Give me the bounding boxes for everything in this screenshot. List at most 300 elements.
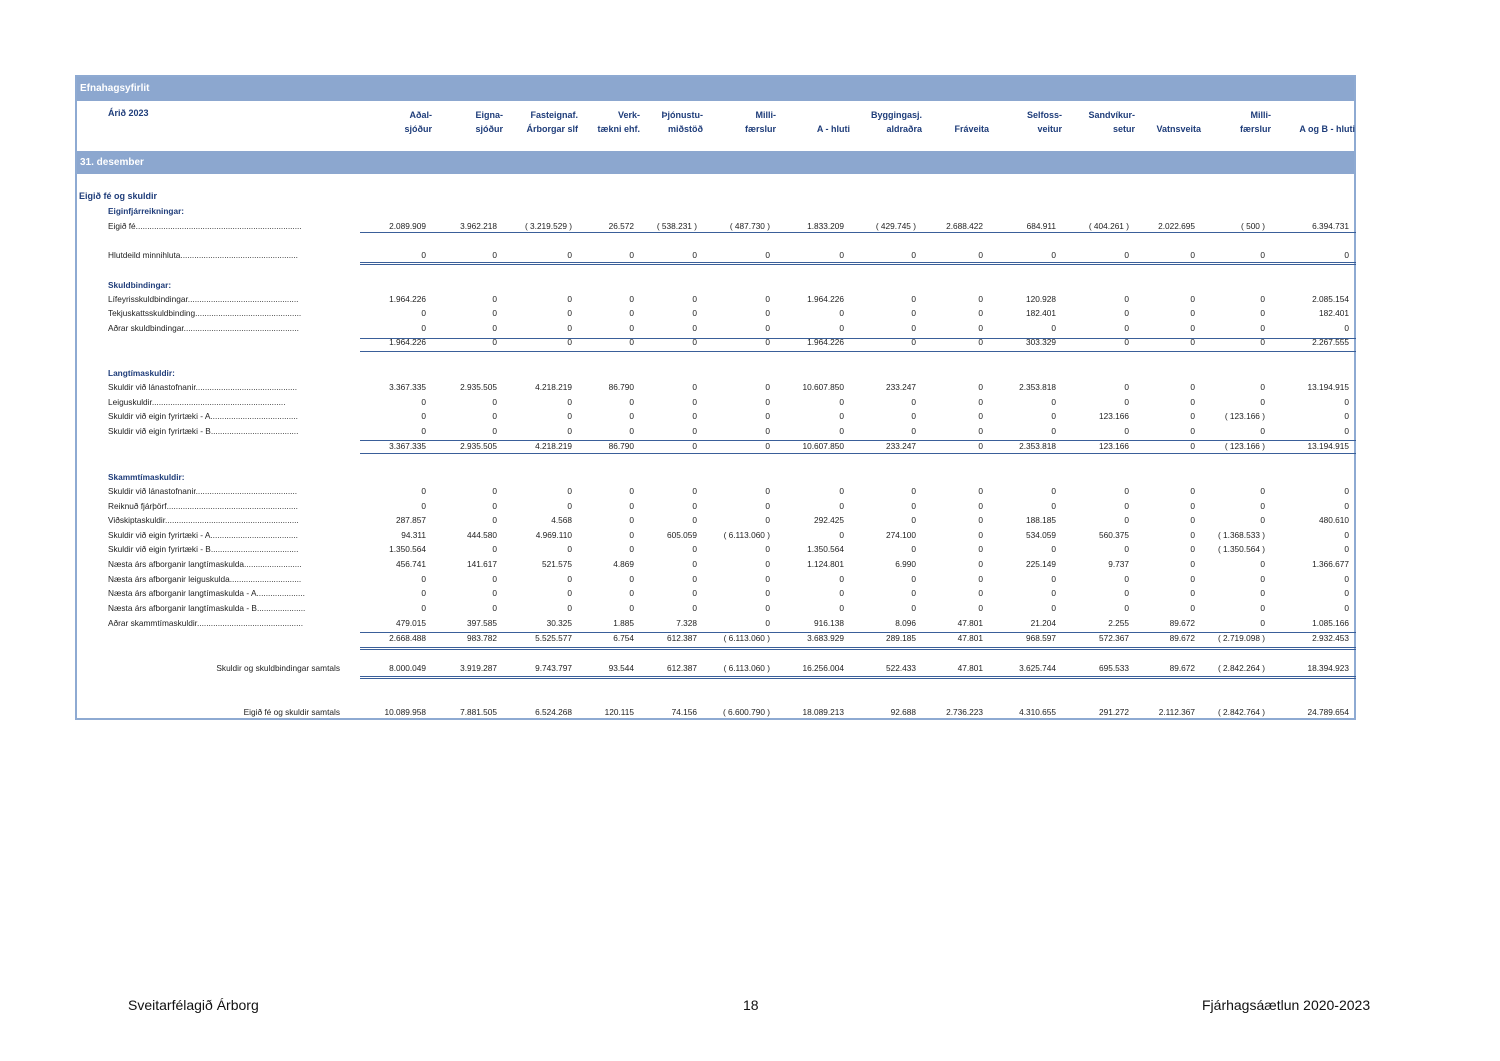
total-cell: 120.115 bbox=[604, 707, 634, 717]
value-cell: 4.869 bbox=[613, 559, 634, 569]
value-cell: 479.015 bbox=[396, 618, 426, 628]
value-cell: 0 bbox=[1344, 603, 1349, 613]
value-cell: 0 bbox=[1260, 559, 1265, 569]
value-cell: 0 bbox=[1190, 574, 1195, 584]
subtotal-cell: 0 bbox=[1124, 337, 1129, 347]
total-cell: 6.524.268 bbox=[535, 707, 572, 717]
subtotal-cell: 0 bbox=[978, 337, 983, 347]
value-cell: 0 bbox=[1344, 530, 1349, 540]
value-cell: 0 bbox=[629, 501, 634, 511]
value-cell: 0 bbox=[911, 250, 916, 260]
value-cell: 0 bbox=[421, 574, 426, 584]
rule-line bbox=[360, 351, 1356, 352]
value-cell: 1.964.226 bbox=[807, 294, 844, 304]
value-cell: 0 bbox=[1190, 308, 1195, 318]
value-cell: 10.607.850 bbox=[802, 382, 844, 392]
value-cell: 0 bbox=[1260, 294, 1265, 304]
column-header: Byggingasj. aldraðra bbox=[870, 110, 922, 134]
value-cell: 0 bbox=[1344, 486, 1349, 496]
value-cell: 0 bbox=[839, 250, 844, 260]
column-header: Eigna- sjóður bbox=[475, 110, 503, 134]
value-cell: 0 bbox=[839, 426, 844, 436]
value-cell: 0 bbox=[692, 308, 697, 318]
value-cell: 0 bbox=[1190, 588, 1195, 598]
total-cell: ( 2.842.764 ) bbox=[1217, 707, 1265, 717]
value-cell: 0 bbox=[629, 530, 634, 540]
value-cell: 0 bbox=[1051, 323, 1056, 333]
subtotal-cell: 0 bbox=[629, 337, 634, 347]
value-cell: 120.928 bbox=[1026, 294, 1056, 304]
total-cell: 612.387 bbox=[667, 663, 697, 673]
value-cell: 3.962.218 bbox=[460, 221, 497, 231]
value-cell: 0 bbox=[765, 574, 770, 584]
value-cell: 0 bbox=[978, 574, 983, 584]
value-cell: 0 bbox=[629, 426, 634, 436]
value-cell: 0 bbox=[765, 308, 770, 318]
row-label: Næsta árs afborganir langtímaskulda - A..................... bbox=[108, 588, 305, 598]
value-cell: 0 bbox=[629, 250, 634, 260]
value-cell: 4.568 bbox=[551, 515, 572, 525]
value-cell: 0 bbox=[978, 411, 983, 421]
total-cell: 24.789.654 bbox=[1307, 707, 1349, 717]
value-cell: 0 bbox=[1124, 486, 1129, 496]
value-cell: 0 bbox=[765, 382, 770, 392]
value-cell: 0 bbox=[911, 308, 916, 318]
value-cell: 0 bbox=[765, 618, 770, 628]
value-cell: 0 bbox=[567, 411, 572, 421]
section-heading: Eiginfjárreikningar: bbox=[108, 206, 185, 216]
value-cell: 0 bbox=[692, 515, 697, 525]
value-cell: 916.138 bbox=[814, 618, 844, 628]
value-cell: 2.935.505 bbox=[460, 382, 497, 392]
value-cell: 0 bbox=[692, 382, 697, 392]
subtotal-cell: 2.668.488 bbox=[389, 633, 426, 643]
value-cell: 6.990 bbox=[895, 559, 916, 569]
subtotal-cell: ( 123.166 ) bbox=[1224, 441, 1265, 451]
value-cell: 0 bbox=[978, 426, 983, 436]
subtotal-cell: 0 bbox=[765, 441, 770, 451]
subtotal-cell: 13.194.915 bbox=[1307, 441, 1349, 451]
value-cell: 0 bbox=[1190, 603, 1195, 613]
value-cell: 6.394.731 bbox=[1312, 221, 1349, 231]
value-cell: 0 bbox=[765, 294, 770, 304]
subtotal-cell: 0 bbox=[492, 337, 497, 347]
value-cell: 0 bbox=[911, 426, 916, 436]
value-cell: 7.328 bbox=[676, 618, 697, 628]
value-cell: 0 bbox=[1190, 397, 1195, 407]
subtotal-cell: 612.387 bbox=[667, 633, 697, 643]
value-cell: 0 bbox=[629, 294, 634, 304]
value-cell: 0 bbox=[1051, 411, 1056, 421]
value-cell: 0 bbox=[492, 426, 497, 436]
row-label: Skuldir við eigin fyrirtæki - A...................................... bbox=[108, 411, 298, 421]
value-cell: ( 487.730 ) bbox=[729, 221, 770, 231]
subtotal-cell: 233.247 bbox=[886, 441, 916, 451]
value-cell: 0 bbox=[492, 574, 497, 584]
row-label: Aðrar skammtímaskuldir.............................................. bbox=[108, 618, 304, 628]
value-cell: 94.311 bbox=[401, 530, 426, 540]
value-cell: 0 bbox=[1124, 426, 1129, 436]
value-cell: 0 bbox=[765, 323, 770, 333]
value-cell: 0 bbox=[567, 294, 572, 304]
section-heading: Skuldbindingar: bbox=[108, 280, 172, 290]
value-cell: ( 404.261 ) bbox=[1088, 221, 1129, 231]
column-header: A - hluti bbox=[816, 124, 850, 134]
value-cell: 0 bbox=[567, 397, 572, 407]
value-cell: 0 bbox=[1344, 323, 1349, 333]
section-heading: Langtímaskuldir: bbox=[108, 368, 175, 378]
value-cell: 0 bbox=[1190, 250, 1195, 260]
footer-page-number: 18 bbox=[743, 997, 759, 1013]
value-cell: 0 bbox=[1344, 397, 1349, 407]
value-cell: 0 bbox=[1260, 515, 1265, 525]
value-cell: 0 bbox=[1124, 250, 1129, 260]
value-cell: 0 bbox=[911, 486, 916, 496]
row-label: Næsta árs afborganir langtímaskulda - B..................... bbox=[108, 603, 306, 613]
total-cell: 47.801 bbox=[957, 663, 983, 673]
subtotal-cell: 3.683.929 bbox=[807, 633, 844, 643]
value-cell: 0 bbox=[421, 308, 426, 318]
value-cell: 0 bbox=[911, 323, 916, 333]
value-cell: 0 bbox=[911, 501, 916, 511]
value-cell: 2.089.909 bbox=[389, 221, 426, 231]
value-cell: 0 bbox=[1344, 574, 1349, 584]
value-cell: 0 bbox=[978, 588, 983, 598]
value-cell: 397.585 bbox=[467, 618, 497, 628]
value-cell: 0 bbox=[1051, 544, 1056, 554]
total-cell: 2.736.223 bbox=[946, 707, 983, 717]
total-cell: 16.256.004 bbox=[802, 663, 844, 673]
value-cell: 0 bbox=[629, 486, 634, 496]
row-label: Skuldir við eigin fyrirtæki - B...................................... bbox=[108, 544, 299, 554]
value-cell: 0 bbox=[1190, 515, 1195, 525]
value-cell: ( 1.368.533 ) bbox=[1217, 530, 1265, 540]
value-cell: 0 bbox=[1051, 250, 1056, 260]
value-cell: 0 bbox=[421, 411, 426, 421]
value-cell: 0 bbox=[492, 250, 497, 260]
value-cell: 0 bbox=[692, 574, 697, 584]
subtotal-cell: ( 2.719.098 ) bbox=[1217, 633, 1265, 643]
value-cell: 0 bbox=[1051, 426, 1056, 436]
total-label: Skuldir og skuldbindingar samtals bbox=[216, 663, 340, 673]
value-cell: 560.375 bbox=[1099, 530, 1129, 540]
subtotal-cell: ( 6.113.060 ) bbox=[723, 633, 770, 643]
value-cell: 2.022.695 bbox=[1158, 221, 1195, 231]
subtotal-cell: 0 bbox=[978, 441, 983, 451]
value-cell: 0 bbox=[765, 411, 770, 421]
subtotal-cell: 0 bbox=[911, 337, 916, 347]
value-cell: 4.969.110 bbox=[535, 530, 572, 540]
value-cell: 0 bbox=[911, 574, 916, 584]
value-cell: 0 bbox=[1051, 486, 1056, 496]
value-cell: 0 bbox=[1260, 574, 1265, 584]
row-label: Skuldir við lánastofnanir............................................ bbox=[108, 382, 298, 392]
subtotal-cell: 0 bbox=[692, 441, 697, 451]
value-cell: 0 bbox=[1051, 397, 1056, 407]
value-cell: 0 bbox=[765, 588, 770, 598]
value-cell: 182.401 bbox=[1319, 308, 1349, 318]
value-cell: 0 bbox=[1344, 544, 1349, 554]
value-cell: 1.833.209 bbox=[807, 221, 844, 231]
value-cell: ( 6.113.060 ) bbox=[723, 530, 770, 540]
total-cell: ( 6.113.060 ) bbox=[723, 663, 770, 673]
column-header: Sandvíkur- setur bbox=[1088, 110, 1135, 134]
value-cell: 0 bbox=[1190, 544, 1195, 554]
value-cell: 0 bbox=[692, 250, 697, 260]
value-cell: 0 bbox=[629, 411, 634, 421]
value-cell: 0 bbox=[1260, 250, 1265, 260]
row-label: Aðrar skuldbindingar.................................................. bbox=[108, 323, 299, 333]
value-cell: ( 538.231 ) bbox=[656, 221, 697, 231]
value-cell: 30.325 bbox=[546, 618, 572, 628]
value-cell: 0 bbox=[978, 501, 983, 511]
subtotal-cell: 0 bbox=[1190, 441, 1195, 451]
value-cell: 182.401 bbox=[1026, 308, 1056, 318]
value-cell: 274.100 bbox=[886, 530, 916, 540]
value-cell: 0 bbox=[911, 515, 916, 525]
value-cell: 0 bbox=[765, 501, 770, 511]
subtotal-cell: 89.672 bbox=[1169, 633, 1195, 643]
value-cell: 0 bbox=[629, 323, 634, 333]
total-cell: ( 6.600.790 ) bbox=[722, 707, 770, 717]
value-cell: 0 bbox=[1190, 411, 1195, 421]
value-cell: 0 bbox=[692, 559, 697, 569]
value-cell: 0 bbox=[839, 308, 844, 318]
value-cell: 0 bbox=[692, 323, 697, 333]
column-header: Þjónustu- miðstöð bbox=[661, 110, 703, 134]
value-cell: 0 bbox=[1190, 294, 1195, 304]
value-cell: 0 bbox=[692, 426, 697, 436]
value-cell: 0 bbox=[765, 397, 770, 407]
value-cell: 0 bbox=[1190, 323, 1195, 333]
subtotal-cell: 123.166 bbox=[1099, 441, 1129, 451]
value-cell: 2.688.422 bbox=[946, 221, 983, 231]
value-cell: 0 bbox=[1124, 323, 1129, 333]
value-cell: 0 bbox=[692, 486, 697, 496]
value-cell: 0 bbox=[1190, 426, 1195, 436]
value-cell: 534.059 bbox=[1026, 530, 1056, 540]
rule-line bbox=[360, 676, 1356, 677]
subtotal-cell: 86.790 bbox=[608, 441, 634, 451]
value-cell: 9.737 bbox=[1108, 559, 1129, 569]
total-cell: 8.000.049 bbox=[389, 663, 426, 673]
row-label: Leiguskuldir.......................................................... bbox=[108, 397, 286, 407]
value-cell: 0 bbox=[1124, 382, 1129, 392]
date-band: 31. desember bbox=[77, 151, 1354, 174]
value-cell: 0 bbox=[629, 588, 634, 598]
row-label: Tekjuskattsskuldbinding.............................................. bbox=[108, 308, 302, 318]
value-cell: 0 bbox=[629, 397, 634, 407]
total-cell: 4.310.655 bbox=[1019, 707, 1056, 717]
value-cell: 1.964.226 bbox=[389, 294, 426, 304]
value-cell: 0 bbox=[692, 397, 697, 407]
value-cell: 0 bbox=[1190, 559, 1195, 569]
value-cell: 1.350.564 bbox=[807, 544, 844, 554]
value-cell: 0 bbox=[567, 603, 572, 613]
value-cell: 0 bbox=[839, 588, 844, 598]
column-header: A og B - hluti bbox=[1299, 124, 1355, 134]
subtotal-cell: 0 bbox=[567, 337, 572, 347]
value-cell: 0 bbox=[692, 411, 697, 421]
rule-line bbox=[360, 632, 1356, 633]
value-cell: 123.166 bbox=[1099, 411, 1129, 421]
value-cell: 0 bbox=[765, 544, 770, 554]
column-header: Selfoss- veitur bbox=[1026, 110, 1062, 134]
subtotal-cell: 0 bbox=[1190, 337, 1195, 347]
value-cell: 0 bbox=[1344, 426, 1349, 436]
value-cell: 0 bbox=[567, 574, 572, 584]
value-cell: 0 bbox=[421, 486, 426, 496]
total-cell: 74.156 bbox=[671, 707, 697, 717]
value-cell: 0 bbox=[978, 544, 983, 554]
value-cell: 86.790 bbox=[608, 382, 634, 392]
row-label: Hlutdeild minnihluta................................................... bbox=[108, 250, 298, 260]
value-cell: 444.580 bbox=[467, 530, 497, 540]
value-cell: 0 bbox=[1260, 323, 1265, 333]
value-cell: 0 bbox=[839, 486, 844, 496]
value-cell: 0 bbox=[421, 426, 426, 436]
value-cell: 684.911 bbox=[1026, 221, 1056, 231]
total-label: Eigið fé og skuldir samtals bbox=[243, 707, 340, 717]
row-label: Næsta árs afborganir leiguskulda............................... bbox=[108, 574, 302, 584]
rule-line bbox=[360, 678, 1356, 679]
rule-line bbox=[360, 649, 1356, 650]
row-label: Eigið fé........................................................................ bbox=[108, 221, 302, 231]
subtotal-cell: 1.964.226 bbox=[807, 337, 844, 347]
value-cell: 233.247 bbox=[886, 382, 916, 392]
row-label: Viðskiptaskuldir.......................................................... bbox=[108, 515, 299, 525]
total-cell: 3.625.744 bbox=[1019, 663, 1056, 673]
total-cell: 89.672 bbox=[1169, 663, 1195, 673]
total-cell: 2.112.367 bbox=[1158, 707, 1195, 717]
rule-line bbox=[360, 232, 1356, 233]
row-label: Lífeyrisskuldbindingar................................................ bbox=[108, 294, 299, 304]
section-heading: Skammtímaskuldir: bbox=[108, 472, 185, 482]
row-label: Skuldir við lánastofnanir............................................ bbox=[108, 486, 298, 496]
total-cell: 9.743.797 bbox=[535, 663, 572, 673]
value-cell: 0 bbox=[492, 397, 497, 407]
value-cell: 0 bbox=[765, 515, 770, 525]
value-cell: 0 bbox=[978, 294, 983, 304]
value-cell: 0 bbox=[1260, 588, 1265, 598]
subtotal-cell: 3.367.335 bbox=[389, 441, 426, 451]
total-cell: 7.881.505 bbox=[460, 707, 497, 717]
value-cell: 287.857 bbox=[396, 515, 426, 525]
value-cell: 0 bbox=[692, 544, 697, 554]
subtotal-cell: 0 bbox=[692, 337, 697, 347]
value-cell: 0 bbox=[492, 501, 497, 511]
value-cell: 0 bbox=[765, 559, 770, 569]
subtotal-cell: 5.525.577 bbox=[535, 633, 572, 643]
value-cell: 2.085.154 bbox=[1312, 294, 1349, 304]
value-cell: 521.575 bbox=[542, 559, 572, 569]
subtotal-cell: 2.267.555 bbox=[1312, 337, 1349, 347]
value-cell: 0 bbox=[1260, 397, 1265, 407]
subtotal-cell: 303.329 bbox=[1026, 337, 1056, 347]
value-cell: 1.085.166 bbox=[1312, 618, 1349, 628]
value-cell: 0 bbox=[978, 397, 983, 407]
total-cell: 92.688 bbox=[890, 707, 916, 717]
value-cell: 0 bbox=[978, 486, 983, 496]
value-cell: 0 bbox=[629, 544, 634, 554]
value-cell: 292.425 bbox=[814, 515, 844, 525]
value-cell: 2.353.818 bbox=[1019, 382, 1056, 392]
value-cell: 0 bbox=[629, 574, 634, 584]
column-header: Aðal- sjóður bbox=[404, 110, 432, 134]
value-cell: 0 bbox=[765, 486, 770, 496]
value-cell: 0 bbox=[629, 308, 634, 318]
total-cell: 291.272 bbox=[1099, 707, 1129, 717]
value-cell: 0 bbox=[978, 559, 983, 569]
value-cell: 0 bbox=[911, 411, 916, 421]
value-cell: 0 bbox=[1190, 501, 1195, 511]
value-cell: 0 bbox=[1124, 294, 1129, 304]
value-cell: 26.572 bbox=[608, 221, 634, 231]
value-cell: 0 bbox=[492, 308, 497, 318]
value-cell: 0 bbox=[839, 323, 844, 333]
value-cell: 1.124.801 bbox=[807, 559, 844, 569]
rule-line bbox=[360, 647, 1356, 648]
year-label: Árið 2023 bbox=[108, 108, 149, 118]
value-cell: 0 bbox=[1051, 501, 1056, 511]
value-cell: 0 bbox=[1124, 397, 1129, 407]
value-cell: 0 bbox=[1344, 501, 1349, 511]
subtotal-cell: 0 bbox=[765, 337, 770, 347]
value-cell: 188.185 bbox=[1026, 515, 1056, 525]
value-cell: 0 bbox=[567, 323, 572, 333]
value-cell: 2.255 bbox=[1108, 618, 1129, 628]
column-header: Fasteignaf. Árborgar slf bbox=[526, 110, 578, 134]
value-cell: 0 bbox=[978, 515, 983, 525]
value-cell: 0 bbox=[567, 308, 572, 318]
value-cell: 1.885 bbox=[613, 618, 634, 628]
value-cell: 0 bbox=[492, 411, 497, 421]
value-cell: 0 bbox=[978, 250, 983, 260]
value-cell: 0 bbox=[492, 323, 497, 333]
value-cell: 0 bbox=[421, 397, 426, 407]
value-cell: 0 bbox=[567, 588, 572, 598]
value-cell: 0 bbox=[1124, 588, 1129, 598]
value-cell: 0 bbox=[1190, 382, 1195, 392]
column-header: Milli- færslur bbox=[1239, 110, 1271, 134]
value-cell: 141.617 bbox=[467, 559, 497, 569]
value-cell: 0 bbox=[1051, 588, 1056, 598]
total-cell: 93.544 bbox=[608, 663, 634, 673]
value-cell: 225.149 bbox=[1026, 559, 1056, 569]
value-cell: 0 bbox=[567, 501, 572, 511]
total-cell: 18.089.213 bbox=[802, 707, 844, 717]
column-header: Verk- tækni ehf. bbox=[597, 110, 640, 134]
value-cell: 0 bbox=[629, 603, 634, 613]
value-cell: 0 bbox=[765, 603, 770, 613]
row-label: Næsta árs afborganir langtímaskulda......................... bbox=[108, 559, 302, 569]
value-cell: 0 bbox=[1260, 382, 1265, 392]
value-cell: 0 bbox=[421, 250, 426, 260]
value-cell: 1.350.564 bbox=[389, 544, 426, 554]
value-cell: 0 bbox=[765, 426, 770, 436]
value-cell: 0 bbox=[911, 603, 916, 613]
value-cell: 0 bbox=[911, 397, 916, 407]
value-cell: 0 bbox=[1124, 603, 1129, 613]
value-cell: 0 bbox=[1260, 618, 1265, 628]
value-cell: ( 123.166 ) bbox=[1224, 411, 1265, 421]
subtotal-cell: 6.754 bbox=[613, 633, 634, 643]
value-cell: 0 bbox=[1260, 501, 1265, 511]
value-cell: 0 bbox=[492, 588, 497, 598]
statement-title: Efnahagsyfirlit bbox=[77, 77, 1354, 101]
value-cell: 0 bbox=[1124, 544, 1129, 554]
value-cell: 21.204 bbox=[1030, 618, 1056, 628]
